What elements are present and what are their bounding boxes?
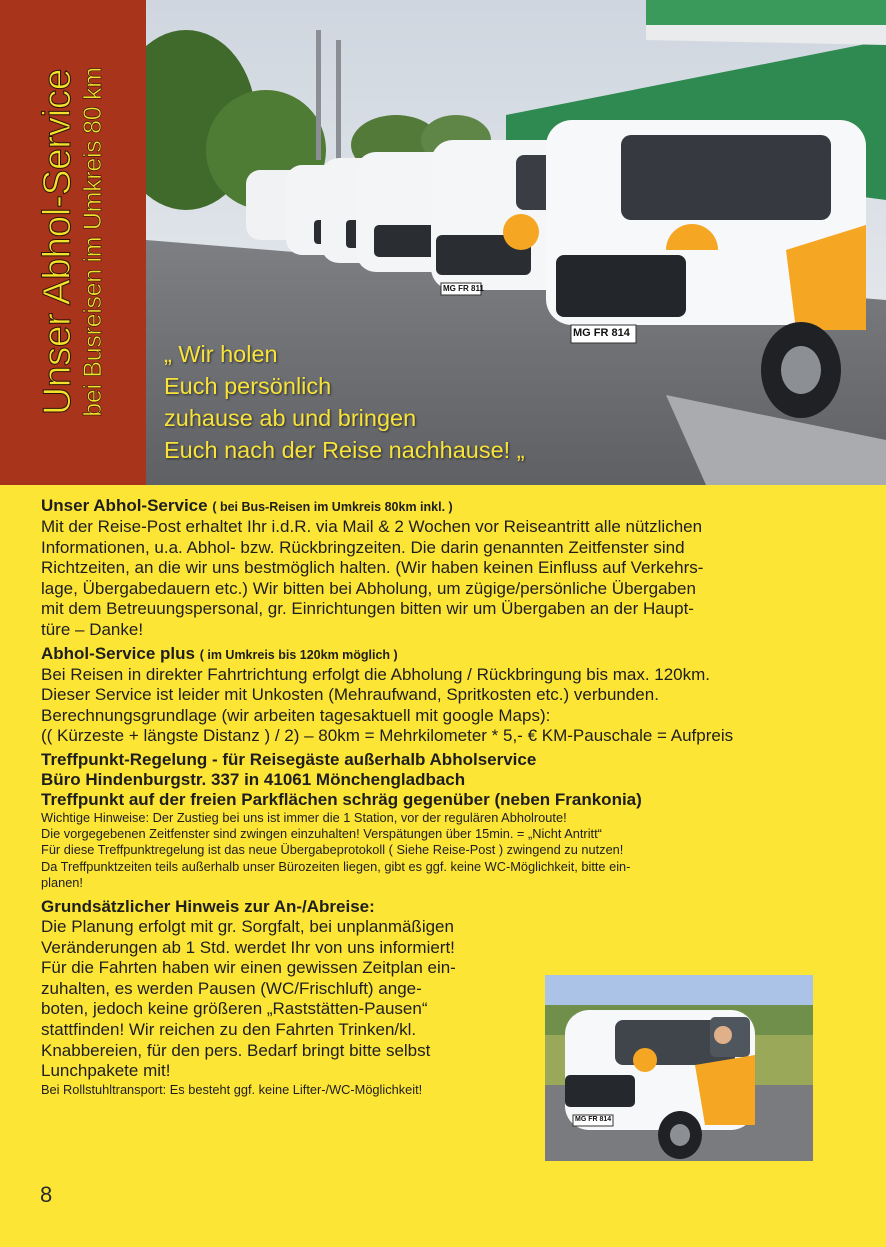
text-line: Informationen, u.a. Abhol- bzw. Rückbringzeiten. Die darin genannten Zeitfenster sind bbox=[41, 537, 685, 557]
text-line: Berechnungsgrundlage (wir arbeiten tagesaktuell mit google Maps): bbox=[41, 705, 551, 725]
heading-note: ( im Umkreis bis 120km möglich ) bbox=[199, 647, 398, 662]
page-number: 8 bbox=[40, 1182, 53, 1207]
text-line: Bei Reisen in direkter Fahrtrichtung erfolgt die Abholung / Rückbringung bis max. 120km. bbox=[41, 664, 711, 684]
text-line: Richtzeiten, an die wir uns bestmöglich halten. (Wir haben keinen Einfluss auf Verkehrs- bbox=[41, 558, 704, 578]
section-body-plus bbox=[41, 665, 813, 747]
text-line: Dieser Service ist leider mit Unkosten (Mehraufwand, Spritkosten etc.) verbunden. bbox=[41, 685, 659, 705]
section-heading-hinweis: Grundsätzlicher Hinweis zur An-/Abreise: bbox=[41, 896, 375, 916]
text-line: Mit der Reise-Post erhaltet Ihr i.d.R. via Mail & 2 Wochen vor Reiseantritt alle nützlichen bbox=[41, 517, 703, 536]
hero-banner bbox=[0, 0, 886, 485]
single-van-illustration bbox=[545, 975, 813, 1161]
side-title-block bbox=[38, 27, 108, 457]
text-line: lage, Übergabedauern etc.) Wir bitten bei Abholung, um zügige/persönliche Übergaben bbox=[41, 578, 696, 598]
text-line: Lunchpakete mit! bbox=[41, 1061, 171, 1081]
section-body-abhol bbox=[41, 517, 813, 641]
rollstuhl-note: Bei Rollstuhltransport: Es besteht ggf. keine Lifter-/WC-Möglichkeit! bbox=[41, 1081, 423, 1097]
text-line: Die vorgegebenen Zeitfenster sind zwingen einzuhalten! Verspätungen über 15min. = „Nicht Antritt“ bbox=[41, 826, 602, 842]
section-body-treffpunkt bbox=[41, 810, 813, 891]
text-line: Wichtige Hinweise: Der Zustieg bei uns ist immer die 1 Station, vor der regulären Abholroute! bbox=[41, 809, 567, 825]
text-line: zuhalten, es werden Pausen (WC/Frischluft) ange- bbox=[41, 978, 422, 998]
text-line: mit dem Betreuungspersonal, gr. Einrichtungen bitten wir um Übergaben an der Haupt- bbox=[41, 599, 694, 619]
plate-second: MG FR 811 bbox=[443, 284, 484, 293]
text-line: türe – Danke! bbox=[41, 619, 144, 639]
text-line: boten, jedoch keine größeren „Raststätten-Pausen“ bbox=[41, 999, 428, 1019]
section-heading-plus bbox=[41, 644, 813, 665]
single-van-photo bbox=[545, 975, 813, 1161]
text-line: Für die Fahrten haben wir einen gewissen Zeitplan ein- bbox=[41, 958, 456, 978]
quote-line: Euch nach der Reise nachhause! „ bbox=[164, 437, 525, 463]
plate-front: MG FR 814 bbox=[573, 327, 630, 339]
text-line: Da Treffpunktzeiten teils außerhalb unser Bürozeiten liegen, gibt es ggf. keine WC-Möglichkeit, bitte ein- bbox=[41, 858, 631, 874]
text-line: Veränderungen ab 1 Std. werdet Ihr von uns informiert! bbox=[41, 937, 455, 957]
heading-line: Treffpunkt-Regelung - für Reisegäste außerhalb Abholservice bbox=[41, 749, 537, 769]
text-line: (( Kürzeste + längste Distanz ) / 2) – 80km = Mehrkilometer * 5,- € KM-Pauschale = Aufpreis bbox=[41, 726, 734, 746]
quote-line: „ Wir holen bbox=[164, 341, 278, 367]
section-heading-abhol bbox=[41, 496, 813, 517]
quote-line: zuhause ab und bringen bbox=[164, 405, 417, 431]
side-title-band bbox=[0, 0, 146, 485]
text-line: planen! bbox=[41, 874, 83, 890]
banner-quote bbox=[164, 338, 525, 466]
photo-plate: MG FR 814 bbox=[575, 1116, 612, 1123]
heading-note: ( bei Bus-Reisen im Umkreis 80km inkl. ) bbox=[212, 500, 453, 514]
quote-line: Euch persönlich bbox=[164, 373, 332, 399]
heading-text: Unser Abhol-Service bbox=[41, 496, 208, 515]
banner-title: Unser Abhol-Service bbox=[36, 69, 80, 415]
heading-line: Büro Hindenburgstr. 337 in 41061 Mönchengladbach bbox=[41, 769, 466, 789]
heading-text: Abhol-Service plus bbox=[41, 643, 195, 663]
text-line: Für diese Treffpunktregelung ist das neue Übergabeprotokoll ( Siehe Reise-Post ) zwingend zu nutzen! bbox=[41, 842, 624, 858]
section-body-hinweis bbox=[41, 917, 531, 1082]
text-line: Die Planung erfolgt mit gr. Sorgfalt, bei unplanmäßigen bbox=[41, 916, 454, 936]
banner-subtitle: bei Busreisen im Umkreis 80 km bbox=[79, 67, 108, 417]
text-line: stattfinden! Wir reichen zu den Fahrten Trinken/kl. bbox=[41, 1019, 417, 1039]
heading-line: Treffpunkt auf der freien Parkflächen schräg gegenüber (neben Frankonia) bbox=[41, 789, 642, 809]
text-line: Knabbereien, für den pers. Bedarf bringt bitte selbst bbox=[41, 1040, 431, 1060]
section-heading-treffpunkt bbox=[41, 750, 813, 810]
